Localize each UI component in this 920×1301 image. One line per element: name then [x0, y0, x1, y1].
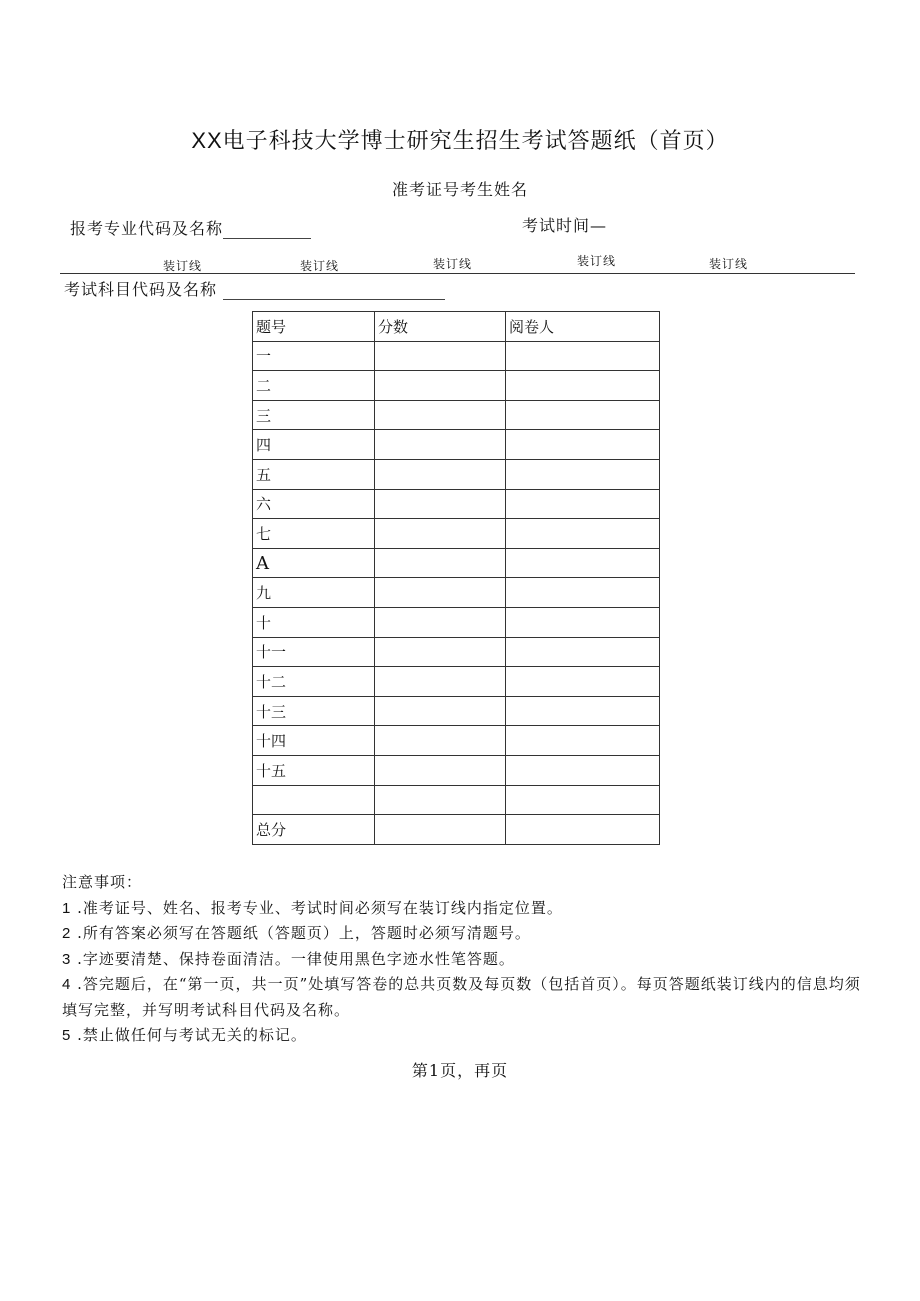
total-grader-cell[interactable]: [506, 815, 660, 845]
question-no: A: [253, 548, 375, 578]
score-cell[interactable]: [375, 755, 506, 785]
grader-cell[interactable]: [506, 696, 660, 726]
notes-section: [62, 870, 862, 1049]
score-cell[interactable]: [375, 667, 506, 697]
page-title: [0, 124, 920, 155]
grader-cell[interactable]: [506, 341, 660, 371]
grader-cell[interactable]: [506, 726, 660, 756]
score-cell[interactable]: [375, 548, 506, 578]
table-row: [253, 459, 660, 489]
grader-cell[interactable]: [506, 519, 660, 549]
subject-label: 考试科目代码及名称: [64, 280, 218, 299]
total-row: [253, 815, 660, 845]
note-text: .准考证号、姓名、报考专业、考试时间必须写在装订线内指定位置。: [77, 898, 563, 917]
question-no: 二: [253, 371, 375, 401]
question-no: 十: [253, 607, 375, 637]
table-row: [253, 341, 660, 371]
table-row: [253, 667, 660, 697]
table-row: [253, 755, 660, 785]
title-text: 电子科技大学博士研究生招生考试答题纸（首页）: [222, 129, 729, 154]
notes-heading: 注意事项：: [62, 873, 143, 891]
question-no: 十一: [253, 637, 375, 667]
score-cell[interactable]: [375, 341, 506, 371]
header-score: 分数: [375, 312, 506, 342]
table-row: [253, 578, 660, 608]
table-row: [253, 637, 660, 667]
page-number: 第1页，再页: [411, 1061, 509, 1080]
major-field[interactable]: [70, 216, 311, 239]
table-row: [253, 726, 660, 756]
exam-time-label: 考试时间—: [522, 216, 608, 235]
binding-line-label-3: 装订线: [433, 257, 473, 271]
grader-cell[interactable]: [506, 430, 660, 460]
total-score-cell[interactable]: [375, 815, 506, 845]
subject-blank[interactable]: [223, 285, 445, 300]
table-row: [253, 696, 660, 726]
binding-line-divider: [60, 273, 855, 274]
table-row: [253, 785, 660, 815]
note-item: [62, 972, 862, 1023]
binding-line-label-1: 装订线: [163, 259, 203, 273]
score-table: [252, 311, 660, 845]
question-no: 十四: [253, 726, 375, 756]
binding-line-label-4: 装订线: [577, 254, 617, 268]
note-text: .答完题后，在“第一页，共一页”处填写答卷的总共页数及每页数（包括首页）。每页答题纸装订线内的信息均须填写完整，并写明考试科目代码及名称。: [62, 975, 861, 1019]
grader-cell[interactable]: [506, 637, 660, 667]
note-item: [62, 921, 862, 947]
table-row: [253, 607, 660, 637]
score-cell[interactable]: [375, 696, 506, 726]
score-cell[interactable]: [375, 578, 506, 608]
note-number: 2: [62, 925, 72, 942]
score-cell[interactable]: [375, 400, 506, 430]
question-no: 十五: [253, 755, 375, 785]
major-label: 报考专业代码及名称: [70, 219, 224, 238]
score-cell[interactable]: [375, 726, 506, 756]
table-row: [253, 519, 660, 549]
note-text: .禁止做任何与考试无关的标记。: [77, 1026, 307, 1044]
question-no: 五: [253, 459, 375, 489]
total-label: 总分: [253, 815, 375, 845]
grader-cell[interactable]: [506, 607, 660, 637]
note-number: 3: [62, 950, 72, 968]
question-no: 四: [253, 430, 375, 460]
question-no: 十二: [253, 667, 375, 697]
header-grader: 阅卷人: [506, 312, 660, 342]
title-prefix: XX: [191, 128, 223, 153]
note-number: 5: [62, 1027, 72, 1044]
question-no: 七: [253, 519, 375, 549]
binding-line-label-5: 装订线: [709, 257, 749, 271]
subject-field[interactable]: [64, 277, 445, 300]
note-number: 1: [62, 899, 72, 917]
table-header-row: [253, 312, 660, 342]
grader-cell[interactable]: [506, 667, 660, 697]
note-text: .所有答案必须写在答题纸（答题页）上，答题时必须写清题号。: [77, 924, 531, 942]
table-row: [253, 430, 660, 460]
question-no: 三: [253, 400, 375, 430]
grader-cell[interactable]: [506, 755, 660, 785]
grader-cell[interactable]: [506, 459, 660, 489]
question-no: 十三: [253, 696, 375, 726]
question-no: 一: [253, 341, 375, 371]
question-no: 九: [253, 578, 375, 608]
grader-cell[interactable]: [506, 578, 660, 608]
table-row: [253, 489, 660, 519]
table-row: [253, 548, 660, 578]
score-cell[interactable]: [375, 489, 506, 519]
score-cell[interactable]: [375, 519, 506, 549]
question-no: 六: [253, 489, 375, 519]
score-cell[interactable]: [375, 459, 506, 489]
note-item: [62, 947, 862, 973]
grader-cell[interactable]: [506, 400, 660, 430]
candidate-id-name-line: 准考证号考生姓名: [391, 180, 528, 199]
table-row: [253, 371, 660, 401]
table-row: [253, 400, 660, 430]
score-cell[interactable]: [375, 637, 506, 667]
major-blank[interactable]: [223, 224, 311, 239]
header-question-no: 题号: [253, 312, 375, 342]
note-item: [62, 896, 862, 922]
question-no: [253, 785, 375, 815]
grader-cell[interactable]: [506, 548, 660, 578]
note-number: 4: [62, 976, 72, 993]
grader-cell[interactable]: [506, 489, 660, 519]
score-cell[interactable]: [375, 785, 506, 815]
score-cell[interactable]: [375, 430, 506, 460]
grader-cell[interactable]: [506, 371, 660, 401]
score-cell[interactable]: [375, 607, 506, 637]
note-item: [62, 1023, 862, 1049]
note-text: .字迹要清楚、保持卷面清洁。一律使用黑色字迹水性笔答题。: [77, 949, 515, 968]
binding-line-label-2: 装订线: [300, 259, 340, 273]
score-cell[interactable]: [375, 371, 506, 401]
grader-cell[interactable]: [506, 785, 660, 815]
